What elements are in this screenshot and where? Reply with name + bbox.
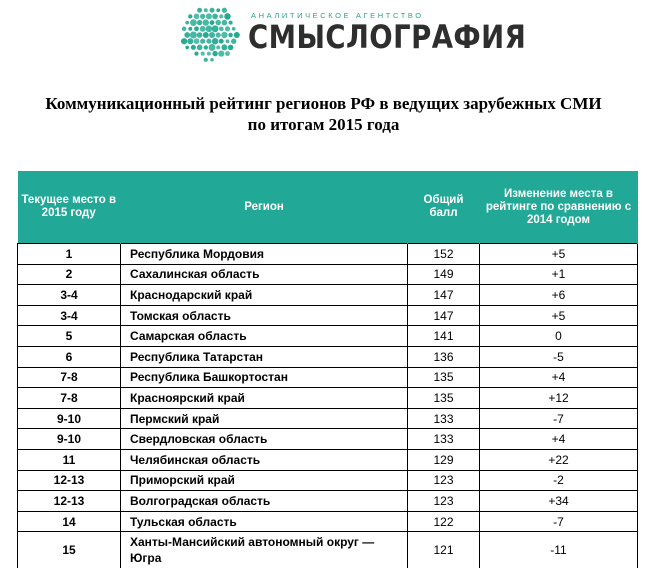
row-place: 5: [18, 326, 121, 347]
row-place: 11: [18, 449, 121, 470]
row-change: -7: [480, 408, 638, 429]
row-place: 14: [18, 511, 121, 532]
row-change: +5: [480, 305, 638, 326]
row-place: 7-8: [18, 367, 121, 388]
dotted-sphere-icon: [175, 2, 245, 64]
row-region: Челябинская область: [121, 449, 408, 470]
row-score: 136: [408, 346, 480, 367]
row-score: 152: [408, 244, 480, 265]
row-score: 133: [408, 429, 480, 450]
row-change: +4: [480, 367, 638, 388]
row-score: 135: [408, 388, 480, 409]
table-row: [18, 449, 638, 470]
ranking-table: [17, 171, 638, 568]
row-score: 147: [408, 305, 480, 326]
row-change: -7: [480, 511, 638, 532]
table-row: [18, 346, 638, 367]
row-region: Волгоградская область: [121, 491, 408, 512]
table-row: [18, 532, 638, 569]
row-score: 147: [408, 285, 480, 306]
title-line-2: по итогам 2015 года: [247, 115, 400, 134]
row-region: Тульская область: [121, 511, 408, 532]
page-title: [0, 93, 647, 135]
row-region: Томская область: [121, 305, 408, 326]
row-place: 12-13: [18, 470, 121, 491]
row-region: Свердловская область: [121, 429, 408, 450]
table-row: [18, 408, 638, 429]
row-score: 121: [408, 532, 480, 569]
row-change: +22: [480, 449, 638, 470]
table-row: [18, 491, 638, 512]
row-change: +4: [480, 429, 638, 450]
table-row: [18, 305, 638, 326]
row-place: 15: [18, 532, 121, 569]
row-place: 6: [18, 346, 121, 367]
row-region: Сахалинская область: [121, 264, 408, 285]
row-change: -2: [480, 470, 638, 491]
table-row: [18, 285, 638, 306]
row-score: 129: [408, 449, 480, 470]
row-change: -5: [480, 346, 638, 367]
row-score: 122: [408, 511, 480, 532]
row-change: +5: [480, 244, 638, 265]
table-row: [18, 326, 638, 347]
row-region: Приморский край: [121, 470, 408, 491]
row-region: Краснодарский край: [121, 285, 408, 306]
row-region: Республика Татарстан: [121, 346, 408, 367]
table-row: [18, 511, 638, 532]
row-place: 7-8: [18, 388, 121, 409]
row-score: 135: [408, 367, 480, 388]
row-score: 149: [408, 264, 480, 285]
header-change: Изменение места в рейтинге по сравнению с 2014 годом: [480, 171, 638, 244]
table-row: [18, 367, 638, 388]
row-change: +1: [480, 264, 638, 285]
row-region: Пермский край: [121, 408, 408, 429]
row-place: 3-4: [18, 285, 121, 306]
row-score: 141: [408, 326, 480, 347]
row-place: 3-4: [18, 305, 121, 326]
row-region: Ханты-Мансийский автономный округ — Югра: [121, 532, 408, 569]
header-score: Общий балл: [408, 171, 480, 244]
row-change: -11: [480, 532, 638, 569]
row-score: 123: [408, 470, 480, 491]
header-region: Регион: [121, 171, 408, 244]
row-change: +34: [480, 491, 638, 512]
title-line-1: Коммуникационный рейтинг регионов РФ в ведущих зарубежных СМИ: [45, 94, 602, 113]
logo-name: СМЫСЛОГРАФИЯ: [248, 18, 527, 56]
table-row: [18, 429, 638, 450]
row-region: Республика Мордовия: [121, 244, 408, 265]
row-change: 0: [480, 326, 638, 347]
header-place: Текущее место в 2015 году: [18, 171, 121, 244]
row-region: Республика Башкортостан: [121, 367, 408, 388]
row-place: 2: [18, 264, 121, 285]
row-score: 133: [408, 408, 480, 429]
table-row: [18, 244, 638, 265]
row-place: 9-10: [18, 429, 121, 450]
agency-logo: [175, 0, 527, 66]
table-row: [18, 470, 638, 491]
table-header-row: [18, 171, 638, 244]
row-place: 12-13: [18, 491, 121, 512]
row-place: 1: [18, 244, 121, 265]
row-region: Самарская область: [121, 326, 408, 347]
logo-tagline: АНАЛИТИЧЕСКОЕ АГЕНТСТВО: [251, 11, 424, 20]
row-place: 9-10: [18, 408, 121, 429]
row-change: +12: [480, 388, 638, 409]
row-score: 123: [408, 491, 480, 512]
row-region: Красноярский край: [121, 388, 408, 409]
table-row: [18, 388, 638, 409]
table-row: [18, 264, 638, 285]
row-change: +6: [480, 285, 638, 306]
